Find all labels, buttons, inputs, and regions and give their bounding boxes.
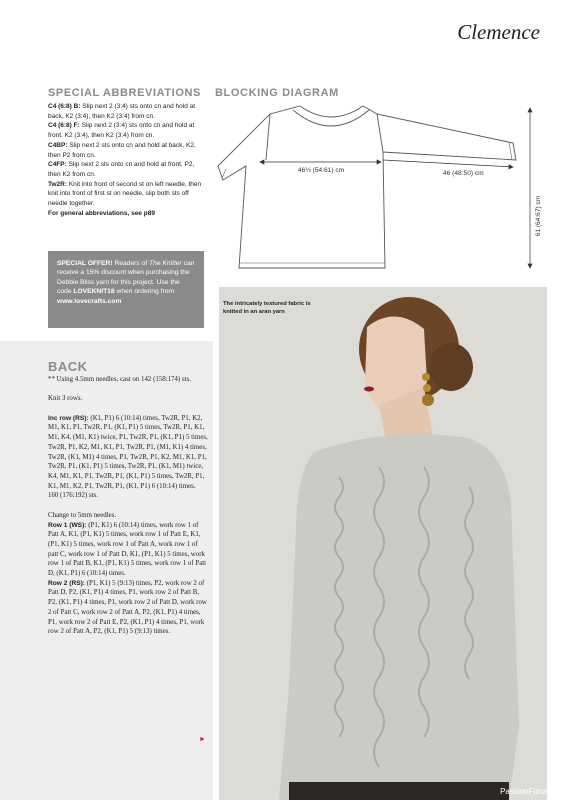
- cuff: [509, 142, 512, 160]
- inc-row-text: (K1, P1) 6 (10:14) times, Tw2R, P1, K2, M1, K1, P1, Tw2R, P1, (K1, P1) 5 times, Tw2R, P1, K1, M1, K4, (M1, K1) twice, P1, Tw2R, P1, (K1, P1) 5 times, Tw2R, P1, K2, M1, K1, P1, Tw2R, P1, (M1, K1) 4 times, Tw2R, (K1, M1) 4 times, P1, Tw2R, P1, K2, M1, K1, P1, Tw2R, P1, (K1, P1) 5 times, Tw2R, P1, (K1, M1) twice, K4, M1, K1, P1, Tw2R, P1, (K1, P1) 5 times, Tw2R, P1, K1, M1, K2, P1, Tw2R, P1, (K1, P1) 6 (10:14) times.: [48, 414, 208, 490]
- abbreviation-term: C4FP:: [48, 161, 67, 169]
- abbreviation-text: Slip next 2 (3:4) sts onto cn and hold at front, K2 (3:4), then K2 (3:4) from cn.: [48, 122, 195, 140]
- inc-row: [48, 414, 208, 492]
- length-arrow: [528, 264, 532, 268]
- row-1: [48, 521, 208, 579]
- change-needles: Change to 5mm needles.: [48, 511, 117, 519]
- back-instructions: [48, 375, 208, 647]
- offer-magazine: The Knitter: [149, 260, 182, 267]
- length-arrow: [528, 108, 532, 112]
- model-photo: [219, 287, 547, 800]
- neckline: [293, 110, 369, 126]
- diagram-heading: BLOCKING DIAGRAM: [215, 87, 339, 99]
- sleeve-label: 46 (48:50) cm: [443, 170, 484, 177]
- offer-code: LOVEKNIT18: [73, 288, 115, 296]
- cuff: [222, 169, 226, 178]
- abbreviation-item: [48, 141, 208, 160]
- offer-label: SPECIAL OFFER!: [57, 260, 113, 267]
- blocking-diagram: [213, 98, 549, 278]
- photo-caption: The intricately textured fabric is knitted in an aran yarn: [223, 301, 311, 315]
- abbreviation-item: [48, 121, 208, 140]
- general-abbreviations-text: For general abbreviations, see p89: [48, 209, 155, 217]
- offer-url[interactable]: www.lovecrafts.com: [57, 297, 122, 305]
- watermark: PassionForum.ru: [500, 787, 561, 796]
- abbreviation-term: Tw2R:: [48, 180, 68, 188]
- sleeve-arrow: [509, 165, 513, 169]
- abbreviation-term: C4 (6:8) F:: [48, 122, 80, 130]
- knit-rows: Knit 3 rows.: [48, 395, 83, 403]
- length-label: 61 (64:67) cm: [535, 195, 542, 237]
- abbreviations-list: [48, 102, 208, 218]
- abbreviation-text: Knit into front of second st on left needle, then knit into front of first st on needle, slip both sts off needle together.: [48, 180, 202, 208]
- continue-arrow-icon: ►: [199, 736, 206, 743]
- row-2-text: (P1, K1) 5 (9:13) times, P2, work row 2 of Patt D, P2, (K1, P1) 4 times, P1, work row 2 of Patt B, P2, (K1, P1) 4 times, P1, work row 2 of Patt D, work row 2 of Patt C, work row 2 of Patt A, P2, (K1, P1) 4 times, P1, work row 2 of Patt E, P2, (K1, P1) 4 times, P1, work row 2 of Patt A, P2, (K1, P1) 5 (9:13) times.: [48, 579, 207, 636]
- special-offer-box: [48, 251, 204, 328]
- sweater-outline: [218, 106, 516, 268]
- chest-arrow: [377, 160, 381, 164]
- model-illustration: [219, 287, 547, 800]
- abbreviation-term: C4BP:: [48, 141, 68, 149]
- offer-text: when ordering from: [114, 288, 175, 296]
- page-title: Clemence: [457, 20, 540, 44]
- abbreviation-item: [48, 180, 208, 209]
- abbreviation-text: Slip next 2 sts onto cn and hold at front, P2, then K2 from cn.: [48, 161, 195, 178]
- sleeve-seam: [377, 114, 383, 152]
- offer-text: Readers of: [112, 260, 150, 267]
- abbreviation-term: C4 (6:8) B:: [48, 103, 81, 110]
- abbreviations-heading: SPECIAL ABBREVIATIONS: [48, 87, 201, 99]
- sleeve-measure-line: [383, 160, 513, 167]
- abbreviation-text: Slip next 2 sts onto cn and hold at back, K2, then P2 from cn.: [48, 141, 196, 159]
- offer-text: can receive a 15% discount when purchasing the Debbie Bliss yarn for this project. Use the code: [57, 260, 195, 296]
- back-intro: ** Using 4.5mm needles, cast on 142 (158:174) sts.: [48, 376, 191, 383]
- row-1-text: (P1, K1) 6 (10:14) times, work row 1 of Patt A, K1, (P1, K1) 5 times, work row 1 of Patt E, K1, (P1, K1) 5 times, work row 1 of Patt A, work row 1 of patt C, work row 1 of Patt D, K1, (P1, K1) 5 times, work row 1 of Patt B, K1, (P1, K1) 5 times, work row 1 of Patt D, (K1, P1) 6 (10:14) times.: [48, 521, 207, 578]
- stitch-count: 160 (176:192) sts.: [48, 492, 98, 500]
- row-2-label: Row 2 (RS):: [48, 579, 85, 587]
- chest-arrow: [260, 160, 264, 164]
- row-2: [48, 579, 208, 637]
- row-1-label: Row 1 (WS):: [48, 521, 87, 529]
- abbreviation-item: [48, 160, 208, 179]
- back-heading: BACK: [48, 359, 88, 374]
- abbreviation-item: [48, 102, 208, 121]
- chest-label: 46½ (54:61) cm: [298, 167, 345, 174]
- sleeve-seam: [266, 114, 270, 160]
- inc-row-label: Inc row (RS):: [48, 414, 89, 422]
- general-abbreviations-note: [48, 209, 208, 219]
- abbreviation-text: Slip next 2 (3:4) sts onto cn and hold at back, K2 (3:4), then K2 (3:4) from cn.: [48, 103, 196, 120]
